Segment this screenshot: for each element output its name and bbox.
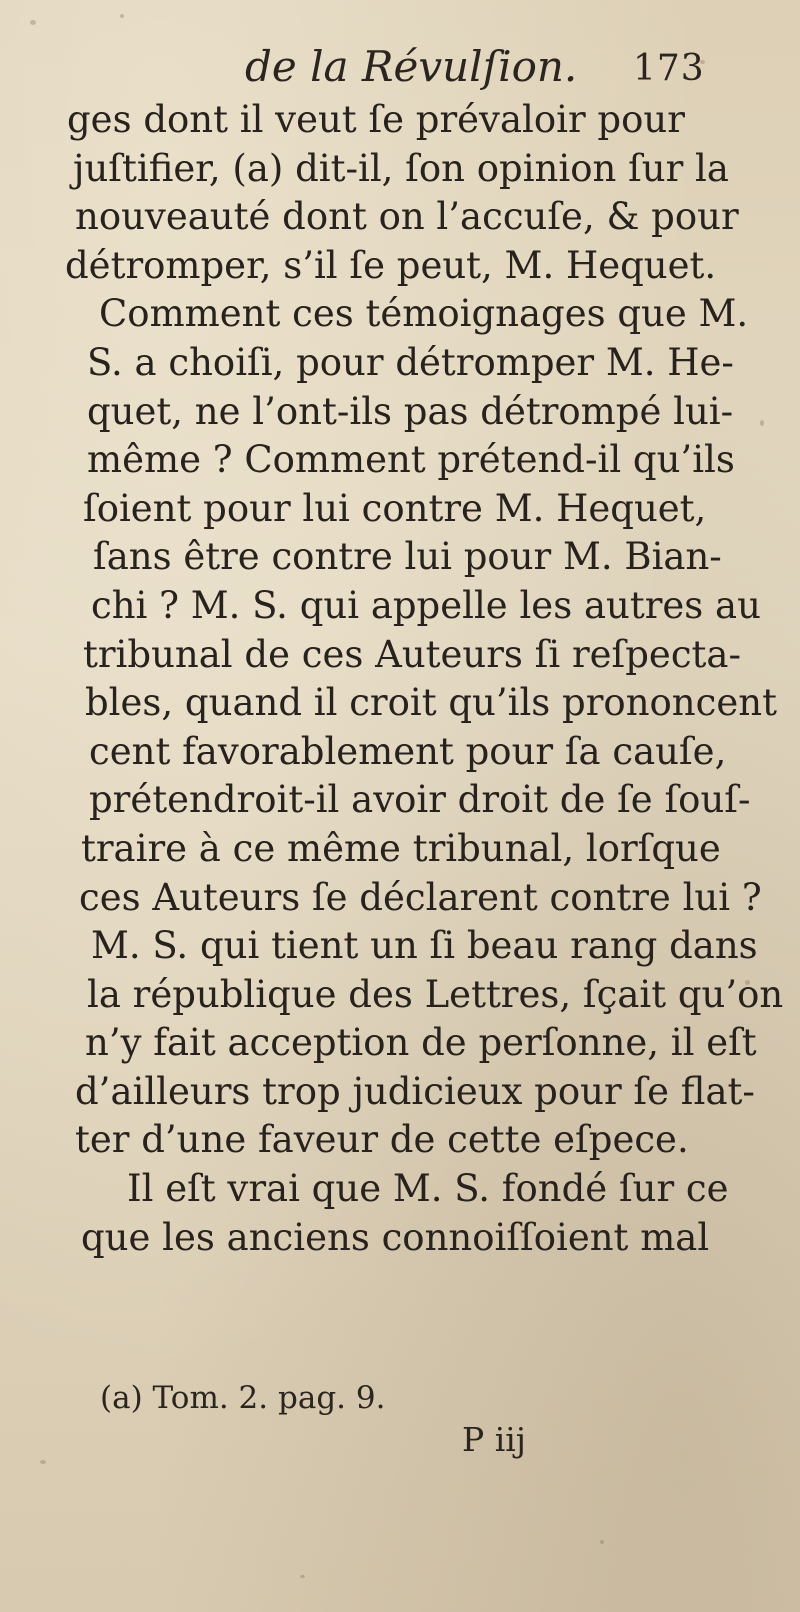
text-line: ges dont il veut ſe prévaloir pour [67, 98, 685, 141]
text-line: quet, ne l’ont-ils pas détrompé lui- [87, 389, 734, 433]
footnote: (a) Tom. 2. pag. 9. [100, 1380, 386, 1416]
body-text [55, 96, 784, 1262]
text-line: Comment ces témoignages que M. [99, 292, 749, 336]
text-line: juſtifier, (a) dit-il, ſon opinion ſur la [73, 146, 729, 190]
text-line: ces Auteurs ſe déclarent contre lui ? [79, 875, 762, 919]
text-line: d’ailleurs trop judicieux pour ſe flat- [75, 1069, 755, 1113]
text-line: ſans être contre lui pour M. Bian- [93, 535, 722, 579]
page-header [0, 40, 800, 100]
signature-mark: P iij [462, 1420, 527, 1459]
running-title: de la Révulſion. [245, 42, 578, 91]
text-line: détromper, s’il ſe peut, M. Hequet. [65, 243, 717, 287]
text-line: chi ? M. S. qui appelle les autres au [91, 583, 761, 627]
paper-speck [30, 20, 36, 25]
text-line: prétendroit-il avoir droit de ſe ſouſ- [89, 778, 751, 822]
text-line: bles, quand il croit qu’ils prononcent [85, 681, 777, 725]
paper-speck [300, 1575, 305, 1578]
text-line: que les anciens connoiſſoient mal [81, 1215, 710, 1259]
text-line: ſoient pour lui contre M. Hequet, [83, 486, 707, 530]
paper-speck [120, 14, 124, 18]
text-line: même ? Comment prétend-il qu’ils [87, 438, 735, 482]
text-line: ter d’une faveur de cette eſpece. [75, 1118, 689, 1162]
text-line: cent favorablement pour ſa cauſe, [89, 729, 727, 773]
text-line: la république des Lettres, ſçait qu’on [87, 972, 784, 1016]
paper-speck [40, 1460, 46, 1464]
text-line: S. a choiſi, pour détromper M. He- [87, 340, 734, 384]
page-number: 173 [633, 48, 705, 89]
paper-speck [760, 420, 764, 426]
paper-speck [600, 1540, 604, 1544]
text-line: Il eſt vrai que M. S. fondé ſur ce [127, 1167, 729, 1211]
text-line: nouveauté dont on l’accuſe, & pour [75, 195, 739, 239]
text-line: n’y fait acception de perſonne, il eſt [85, 1021, 757, 1065]
text-line: M. S. qui tient un ſi beau rang dans [91, 924, 758, 968]
text-line: traire à ce même tribunal, lorſque [81, 826, 721, 870]
text-line: tribunal de ces Auteurs ſi reſpecta- [83, 632, 741, 676]
